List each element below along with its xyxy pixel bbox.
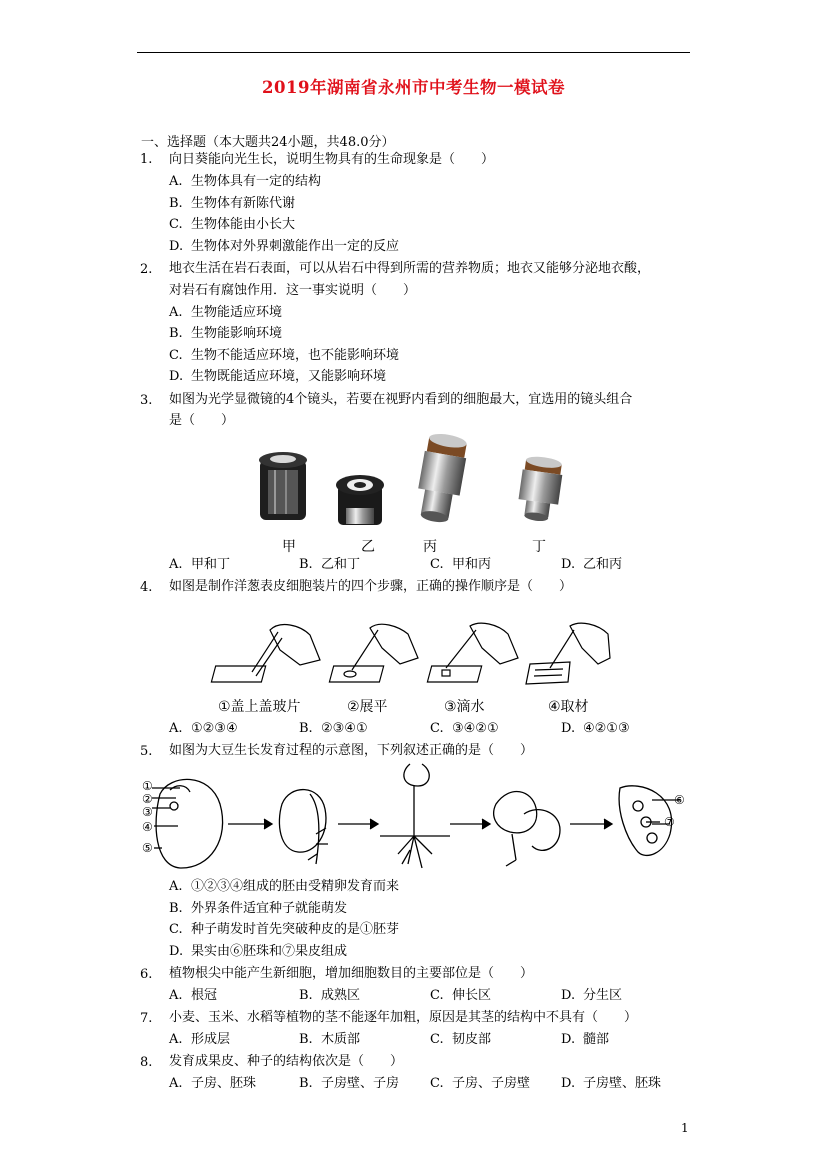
option-c[interactable]: C. 子房、子房壁 bbox=[430, 1076, 531, 1091]
option-b[interactable]: B. 外界条件适宜种子就能萌发 bbox=[169, 901, 348, 916]
option-c[interactable]: C. 生物不能适应环境，也不能影响环境 bbox=[169, 348, 400, 363]
question-number: 8. bbox=[140, 1055, 153, 1070]
lens-label: 丁 bbox=[532, 539, 546, 555]
option-d[interactable]: D. 髓部 bbox=[561, 1032, 610, 1047]
option-d[interactable]: D. 乙和丙 bbox=[561, 557, 623, 572]
option-a[interactable]: A. 子房、胚珠 bbox=[169, 1076, 257, 1091]
step-take-material bbox=[526, 623, 610, 684]
step-label: ③滴水 bbox=[444, 699, 485, 715]
seed-diagram bbox=[152, 779, 223, 868]
lens-bing bbox=[413, 431, 470, 525]
option-a[interactable]: A. 生物能适应环境 bbox=[169, 305, 283, 320]
lens-yi bbox=[336, 475, 384, 525]
step-drip-water bbox=[427, 623, 518, 682]
option-d[interactable]: D. 子房壁、胚珠 bbox=[561, 1076, 662, 1091]
seed-mark: ③ bbox=[142, 805, 153, 819]
arrow bbox=[570, 819, 612, 829]
option-d[interactable]: D. 果实由⑥胚珠和⑦果皮组成 bbox=[169, 944, 348, 959]
step-flatten bbox=[329, 624, 418, 682]
microscope-lenses-figure bbox=[250, 430, 590, 535]
option-d[interactable]: D. 生物既能适应环境，又能影响环境 bbox=[169, 369, 387, 384]
option-b[interactable]: B. 乙和丁 bbox=[299, 557, 361, 572]
option-a[interactable]: A. ①②③④组成的胚由受精卵发育而来 bbox=[169, 879, 400, 894]
option-a[interactable]: A. 生物体具有一定的结构 bbox=[169, 174, 322, 189]
option-a[interactable]: A. ①②③④ bbox=[169, 721, 238, 736]
question-number: 1. bbox=[140, 152, 153, 167]
soybean-growth-figure bbox=[140, 764, 700, 876]
question-number: 3. bbox=[140, 393, 153, 408]
option-c[interactable]: C. ③④②① bbox=[430, 721, 499, 736]
seed-mark: ① bbox=[142, 779, 153, 793]
option-c[interactable]: C. 生物体能由小长大 bbox=[169, 217, 296, 232]
seed-mark: ④ bbox=[142, 820, 153, 834]
question-text: 植物根尖中能产生新细胞，增加细胞数目的主要部位是（ ） bbox=[169, 966, 534, 981]
question-text: 如图为大豆生长发育过程的示意图，下列叙述正确的是（ ） bbox=[169, 743, 534, 758]
question-text: 地衣生活在岩石表面，可以从岩石中得到所需的营养物质；地衣又能够分泌地衣酸， bbox=[169, 261, 651, 276]
question-number: 4. bbox=[140, 580, 153, 595]
option-c[interactable]: C. 韧皮部 bbox=[430, 1032, 492, 1047]
question-text: 小麦、玉米、水稻等植物的茎不能逐年加粗，原因是其茎的结构中不具有（ ） bbox=[169, 1010, 638, 1025]
option-b[interactable]: B. 子房壁、子房 bbox=[299, 1076, 400, 1091]
section-heading: 一、选择题（本大题共24小题，共48.0分） bbox=[141, 135, 395, 150]
arrow bbox=[450, 819, 490, 829]
lens-label: 乙 bbox=[361, 539, 375, 555]
seedling bbox=[380, 764, 450, 868]
young-plant-flower bbox=[494, 792, 560, 866]
page-number: 1 bbox=[681, 1121, 689, 1135]
lens-ding bbox=[516, 455, 565, 524]
question-text: 是（ ） bbox=[169, 413, 235, 428]
option-d[interactable]: D. 分生区 bbox=[561, 988, 623, 1003]
question-text: 如图是制作洋葱表皮细胞装片的四个步骤，正确的操作顺序是（ ） bbox=[169, 579, 573, 594]
option-d[interactable]: D. 生物体对外界刺激能作出一定的反应 bbox=[169, 239, 400, 254]
option-b[interactable]: B. 生物能影响环境 bbox=[169, 326, 283, 341]
option-b[interactable]: B. 生物体有新陈代谢 bbox=[169, 196, 296, 211]
option-d[interactable]: D. ④②①③ bbox=[561, 721, 630, 736]
question-text: 如图为光学显微镜的4个镜头，若要在视野内看到的细胞最大，宜选用的镜头组合 bbox=[169, 392, 633, 407]
step-label: ②展平 bbox=[347, 699, 388, 715]
seed-mark: ⑤ bbox=[142, 841, 153, 855]
option-c[interactable]: C. 伸长区 bbox=[430, 988, 492, 1003]
germinating-seed bbox=[279, 790, 328, 864]
page-title: 2019年湖南省永州市中考生物一模试卷 bbox=[262, 78, 565, 97]
option-c[interactable]: C. 甲和丙 bbox=[430, 557, 492, 572]
option-a[interactable]: A. 根冠 bbox=[169, 988, 218, 1003]
option-a[interactable]: A. 形成层 bbox=[169, 1032, 231, 1047]
arrow bbox=[338, 819, 378, 829]
slide-steps-figure bbox=[220, 620, 610, 700]
option-b[interactable]: B. 木质部 bbox=[299, 1032, 361, 1047]
question-number: 2. bbox=[140, 262, 153, 277]
seed-mark: ② bbox=[142, 792, 153, 806]
question-number: 6. bbox=[140, 967, 153, 982]
option-b[interactable]: B. 成熟区 bbox=[299, 988, 361, 1003]
lens-jia bbox=[259, 452, 307, 520]
question-text: 向日葵能向光生长，说明生物具有的生命现象是（ ） bbox=[169, 152, 495, 167]
lens-label: 甲 bbox=[282, 539, 296, 555]
lens-label: 丙 bbox=[423, 539, 437, 555]
header-rule bbox=[137, 52, 690, 53]
pod-mark: ⑥ bbox=[674, 793, 685, 807]
step-label: ④取材 bbox=[548, 699, 589, 715]
step-label: ①盖上盖玻片 bbox=[218, 699, 301, 715]
question-number: 5. bbox=[140, 744, 153, 759]
step-cover-slip bbox=[211, 625, 320, 682]
option-c[interactable]: C. 种子萌发时首先突破种皮的是①胚芽 bbox=[169, 922, 400, 937]
option-b[interactable]: B. ②③④① bbox=[299, 721, 368, 736]
option-a[interactable]: A. 甲和丁 bbox=[169, 557, 231, 572]
arrow bbox=[228, 819, 272, 829]
pod-mark: ⑦ bbox=[664, 815, 675, 829]
question-number: 7. bbox=[140, 1011, 153, 1026]
question-text: 对岩石有腐蚀作用．这一事实说明（ ） bbox=[169, 283, 417, 298]
question-text: 发育成果皮、种子的结构依次是（ ） bbox=[169, 1054, 404, 1069]
